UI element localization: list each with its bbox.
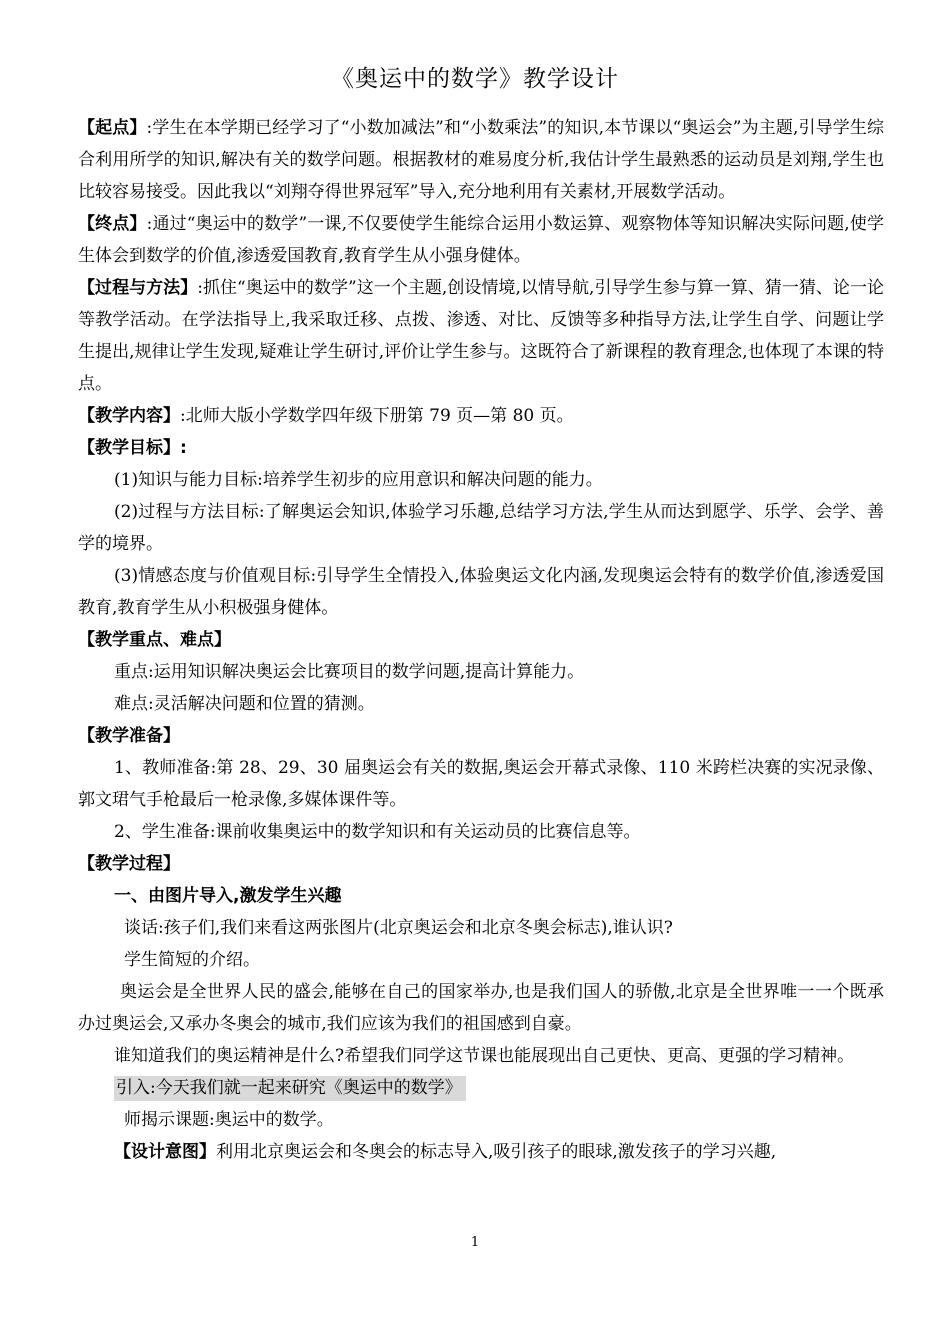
design-text: 利用北京奥运会和冬奥会的标志导入,吸引孩子的眼球,激发孩子的学习兴趣, <box>216 1142 777 1162</box>
section-label: 【教学目标】 <box>78 438 180 458</box>
section-text: :通过“奥运中的数学”一课,不仅要使学生能综合运用小数运算、观察物体等知识解决实际问题,使学生体会到数学的价值,渗透爱国教育,教育学生从小强身健体。 <box>78 214 884 266</box>
section-guocheng <box>78 272 884 400</box>
key-point-item: 重点:运用知识解决奥运会比赛项目的数学问题,提高计算能力。 <box>114 662 585 682</box>
section-zhunbei-heading: 【教学准备】 <box>78 726 180 746</box>
process-paragraph: 谁知道我们的奥运精神是什么?希望我们同学这节课也能展现出自己更快、更高、更强的学习精神。 <box>114 1046 855 1066</box>
section-suffix: : <box>180 438 187 458</box>
process-paragraph: 谈话:孩子们,我们来看这两张图片(北京奥运会和北京冬奥会标志),谁认识? <box>124 918 673 938</box>
document-title: 《奥运中的数学》教学设计 <box>331 66 619 92</box>
section-qidian <box>78 112 884 208</box>
section-label: 【终点】 <box>78 214 147 234</box>
section-mubiao <box>78 432 884 464</box>
process-paragraph: 奥运会是全世界人民的盛会,能够在自己的国家举办,也是我们国人的骄傲,北京是全世界唯一一个既承办过奥运会,又承办冬奥会的城市,我们应该为我们的祖国感到自豪。 <box>78 982 884 1034</box>
goal-item: (2)过程与方法目标:了解奥运会知识,体验学习乐趣,总结学习方法,学生从而达到愿学、乐学、会学、善学的境界。 <box>78 502 884 554</box>
section-label: 【起点】 <box>78 118 147 138</box>
design-label: 【设计意图】 <box>114 1142 216 1162</box>
section-text: :学生在本学期已经学习了“小数加减法”和“小数乘法”的知识,本节课以“奥运会”为主题,引导学生综合利用所学的知识,解决有关的数学问题。根据教材的难易度分析,我估计学生最熟悉的运动员是刘翔,学生也比较容易接受。因此我以“刘翔夺得世界冠军”导入,充分地利用有关素材,开展数学活动。 <box>78 118 884 202</box>
goal-item: (1)知识与能力目标:培养学生初步的应用意识和解决问题的能力。 <box>114 470 603 490</box>
design-intent <box>78 1136 884 1168</box>
document-body <box>78 112 884 1168</box>
section-zhongdian <box>78 208 884 272</box>
intro-highlight: 引入:今天我们就一起来研究《奥运中的数学》 <box>114 1076 466 1101</box>
section-neirong <box>78 400 884 432</box>
process-paragraph: 师揭示课题:奥运中的数学。 <box>124 1110 334 1130</box>
section-text: :抓住“奥运中的数学”这一个主题,创设情境,以情导航,引导学生参与算一算、猜一猜、论一论等教学活动。在学法指导上,我采取迁移、点拨、渗透、对比、反馈等多种指导方法,让学生自学、问题让学生提出,规律让学生发现,疑难让学生研讨,评价让学生参与。这既符合了新课程的教育理念,也体现了本课的特点。 <box>78 278 884 394</box>
section-process-heading: 【教学过程】 <box>78 854 180 874</box>
part1-heading: 一、由图片导入,激发学生兴趣 <box>114 886 342 906</box>
section-zhongnan-heading: 【教学重点、难点】 <box>78 630 231 650</box>
key-point-item: 难点:灵活解决问题和位置的猜测。 <box>114 694 375 714</box>
page-number: 1 <box>470 1235 480 1250</box>
section-label: 【教学内容】 <box>78 406 180 426</box>
section-label: 【过程与方法】 <box>78 278 198 298</box>
prep-item: 2、学生准备:课前收集奥运中的数学知识和有关运动员的比赛信息等。 <box>114 822 641 842</box>
goal-item: (3)情感态度与价值观目标:引导学生全情投入,体验奥运文化内涵,发现奥运会特有的数学价值,渗透爱国教育,教育学生从小积极强身健体。 <box>78 566 884 618</box>
prep-item: 1、教师准备:第 28、29、30 届奥运会有关的数据,奥运会开幕式录像、110 米跨栏决赛的实况录像、郭文珺气手枪最后一枪录像,多媒体课件等。 <box>78 758 884 810</box>
intro-line <box>78 1072 884 1104</box>
process-paragraph: 学生简短的介绍。 <box>124 950 260 970</box>
section-text: :北师大版小学数学四年级下册第 79 页—第 80 页。 <box>180 406 574 426</box>
